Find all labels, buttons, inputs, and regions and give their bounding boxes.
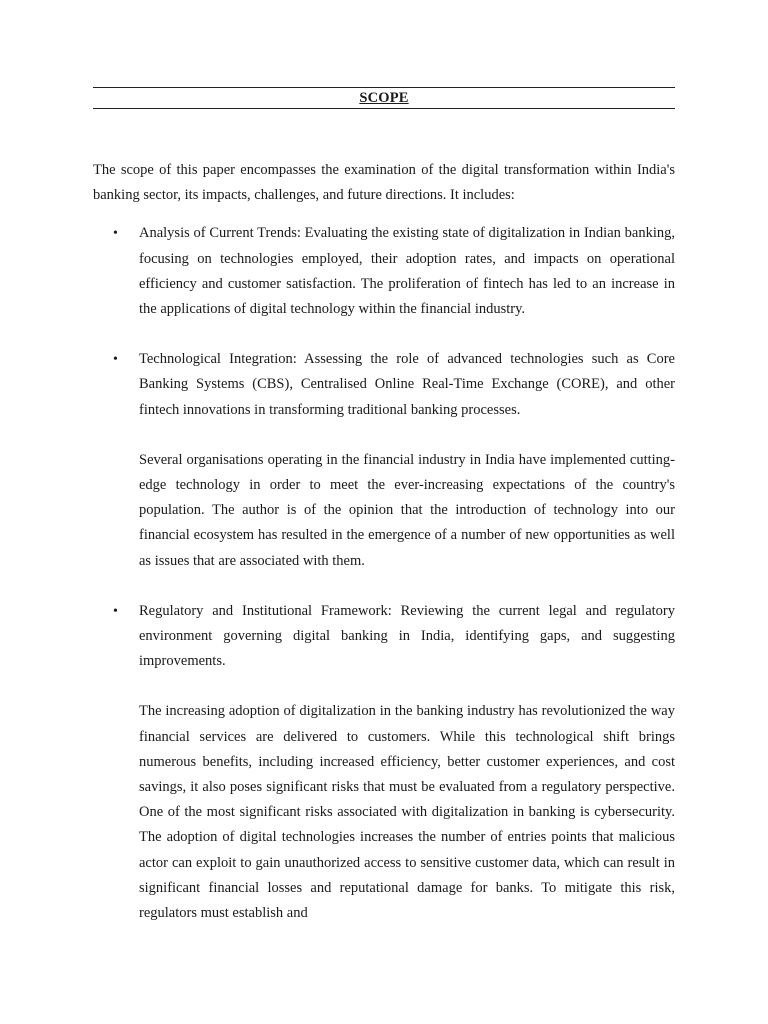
section-body: [93, 158, 675, 926]
list-item: [93, 347, 675, 574]
section-title: SCOPE: [359, 90, 409, 106]
list-item-text: Analysis of Current Trends: Evaluating the existing state of digitalization in Indian banking, focusing on technologies employed, their adoption rates, and impacts on operational efficiency and customer satisfaction. The proliferation of fintech has led to an increase in the applications of digital technology within the financial industry.: [139, 225, 675, 318]
intro-paragraph: The scope of this paper encompasses the examination of the digital transformation within India's banking sector, its impacts, challenges, and future directions. It includes:: [93, 162, 675, 204]
scope-list: [93, 221, 675, 926]
list-item-paragraph: The increasing adoption of digitalization in the banking industry has revolutionized the way financial services are delivered to customers. While this technological shift brings numerous benefits, including increased efficiency, better customer experiences, and cost savings, it also poses significant risks that must be evaluated from a regulatory perspective. One of the most significant risks associated with digitalization in banking is cybersecurity. The adoption of digital technologies increases the number of entries points that malicious actor can exploit to gain unauthorized access to sensitive customer data, which can result in significant financial losses and reputational damage for banks. To mitigate this risk, regulators must establish and: [139, 703, 675, 922]
bullet-icon: •: [113, 603, 118, 619]
list-item-text: Regulatory and Institutional Framework: Reviewing the current legal and regulatory environment governing digital banking in India, identifying gaps, and suggesting improvements.: [139, 602, 675, 670]
list-item-text: Technological Integration: Assessing the role of advanced technologies such as Core Banking Systems (CBS), Centralised Online Real-Time Exchange (CORE), and other fintech innovations in transforming traditional banking processes.: [139, 351, 675, 418]
list-item: [93, 599, 675, 926]
bullet-icon: •: [113, 352, 118, 368]
list-item-paragraph: Several organisations operating in the financial industry in India have implemented cutting-edge technology in order to meet the ever-increasing expectations of the country's population. The author is of the opinion that the introduction of technology into our financial ecosystem has resulted in the emergence of a number of new opportunities as well as issues that are associated with them.: [139, 451, 675, 569]
section-heading: [93, 87, 675, 109]
list-item: [93, 221, 675, 322]
bullet-icon: •: [113, 226, 118, 242]
